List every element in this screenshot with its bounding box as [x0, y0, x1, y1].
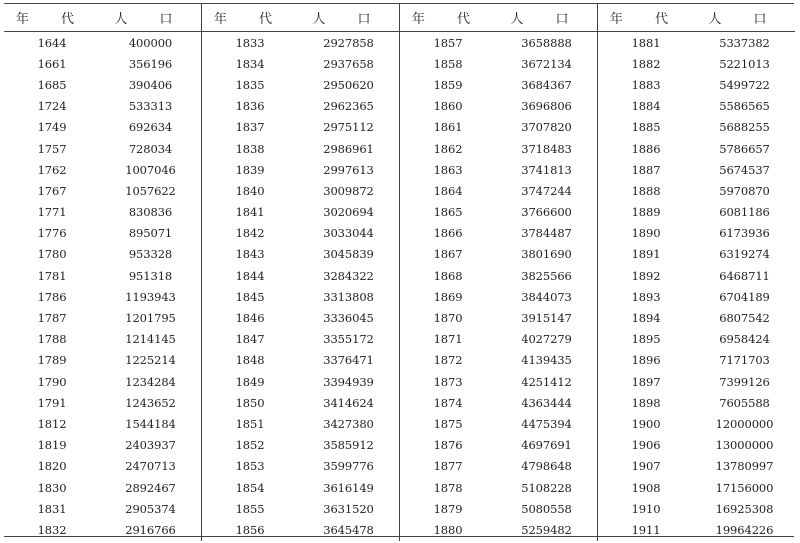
cell-year-3: 1865	[433, 205, 463, 220]
cell-year-1: 1661	[37, 56, 67, 71]
cell-population-4: 5688255	[719, 120, 770, 135]
header-population-1: 人 口	[100, 4, 202, 32]
cell-year-3: 1861	[433, 120, 463, 135]
table-row	[4, 519, 795, 540]
cell-population-1: 951318	[100, 265, 202, 286]
cell-population-3: 3766600	[496, 202, 598, 223]
cell-year-3: 1871	[433, 332, 463, 347]
cell-year-3: 1868	[433, 268, 463, 283]
header-year-1: 年 代	[4, 4, 100, 32]
cell-population-2: 2937658	[298, 53, 400, 74]
cell-year-2: 1843	[235, 247, 265, 262]
cell-population-2: 3427380	[298, 413, 400, 434]
table-row	[4, 117, 795, 138]
cell-year-2: 1834	[235, 56, 265, 71]
cell-year-3: 1869	[433, 289, 463, 304]
cell-population-1: 2916766	[100, 519, 202, 540]
cell-year-1: 1820	[37, 459, 67, 474]
cell-population-2: 3414624	[298, 392, 400, 413]
cell-population-2: 3599776	[298, 456, 400, 477]
cell-year-2: 1853	[235, 459, 265, 474]
cell-population-4: 17156000	[715, 480, 774, 495]
cell-year-3: 1859	[433, 77, 463, 92]
cell-population-2: 3284322	[298, 265, 400, 286]
cell-population-1: 2403937	[100, 435, 202, 456]
cell-year-2: 1838	[235, 141, 265, 156]
cell-year-1: 1788	[37, 332, 67, 347]
cell-year-4: 1897	[631, 374, 661, 389]
table-bottom-rule	[4, 536, 794, 537]
cell-year-4: 1910	[631, 501, 661, 516]
cell-year-2: 1851	[235, 416, 265, 431]
cell-population-4: 7605588	[719, 395, 770, 410]
cell-population-3: 3658888	[496, 32, 598, 54]
cell-population-4: 5337382	[719, 35, 770, 50]
header-population-2: 人 口	[298, 4, 400, 32]
cell-population-3: 3707820	[496, 117, 598, 138]
cell-population-1: 533313	[100, 96, 202, 117]
cell-population-2: 3020694	[298, 202, 400, 223]
cell-population-4: 7171703	[719, 353, 770, 368]
cell-year-4: 1907	[631, 459, 661, 474]
cell-population-1: 2470713	[100, 456, 202, 477]
cell-year-2: 1841	[235, 205, 265, 220]
cell-population-1: 1057622	[100, 180, 202, 201]
cell-population-3: 3784487	[496, 223, 598, 244]
cell-population-3: 3672134	[496, 53, 598, 74]
cell-population-2: 3009872	[298, 180, 400, 201]
cell-year-3: 1873	[433, 374, 463, 389]
cell-year-1: 1780	[37, 247, 67, 262]
table-row	[4, 32, 795, 54]
cell-year-3: 1860	[433, 99, 463, 114]
cell-year-3: 1864	[433, 183, 463, 198]
cell-population-2: 3645478	[298, 519, 400, 540]
table-row	[4, 371, 795, 392]
cell-population-3: 5259482	[496, 519, 598, 540]
table-body	[4, 32, 795, 541]
cell-population-4: 6958424	[719, 332, 770, 347]
cell-year-3: 1878	[433, 480, 463, 495]
cell-population-3: 3801690	[496, 244, 598, 265]
cell-population-4: 5970870	[719, 183, 770, 198]
cell-year-4: 1894	[631, 311, 661, 326]
cell-population-1: 1201795	[100, 307, 202, 328]
cell-year-3: 1880	[433, 522, 463, 537]
cell-population-1: 728034	[100, 138, 202, 159]
cell-population-4: 6173936	[719, 226, 770, 241]
cell-year-4: 1889	[631, 205, 661, 220]
cell-population-3: 3684367	[496, 74, 598, 95]
cell-population-3: 3741813	[496, 159, 598, 180]
cell-population-4: 6081186	[719, 205, 770, 220]
table-row	[4, 96, 795, 117]
cell-year-4: 1895	[631, 332, 661, 347]
cell-year-2: 1849	[235, 374, 265, 389]
cell-population-4: 5586565	[719, 99, 770, 114]
cell-year-3: 1875	[433, 416, 463, 431]
cell-year-1: 1762	[37, 162, 67, 177]
cell-year-2: 1852	[235, 438, 265, 453]
cell-population-3: 4475394	[496, 413, 598, 434]
cell-year-3: 1857	[433, 35, 463, 50]
table-row	[4, 413, 795, 434]
cell-population-4: 5674537	[719, 162, 770, 177]
cell-population-4: 13780997	[715, 459, 774, 474]
cell-population-4: 6807542	[719, 311, 770, 326]
cell-year-4: 1892	[631, 268, 661, 283]
table-row	[4, 286, 795, 307]
cell-year-1: 1644	[37, 35, 67, 50]
cell-population-1: 390406	[100, 74, 202, 95]
cell-year-2: 1839	[235, 162, 265, 177]
cell-population-4: 7399126	[719, 374, 770, 389]
cell-population-1: 2892467	[100, 477, 202, 498]
table-row	[4, 350, 795, 371]
cell-population-4: 6319274	[719, 247, 770, 262]
cell-population-4: 16925308	[715, 501, 774, 516]
header-year-2: 年 代	[202, 4, 299, 32]
cell-population-3: 4139435	[496, 350, 598, 371]
table-row	[4, 74, 795, 95]
cell-population-2: 2986961	[298, 138, 400, 159]
header-population-4: 人 口	[694, 4, 795, 32]
cell-year-1: 1757	[37, 141, 67, 156]
cell-population-2: 2975112	[298, 117, 400, 138]
cell-year-4: 1906	[631, 438, 661, 453]
cell-year-1: 1787	[37, 311, 67, 326]
table-row	[4, 435, 795, 456]
cell-population-3: 5080558	[496, 498, 598, 519]
cell-year-2: 1856	[235, 522, 265, 537]
table-row	[4, 265, 795, 286]
cell-population-2: 3394939	[298, 371, 400, 392]
cell-year-1: 1749	[37, 120, 67, 135]
cell-year-3: 1872	[433, 353, 463, 368]
cell-population-2: 2927858	[298, 32, 400, 54]
cell-year-4: 1898	[631, 395, 661, 410]
cell-year-4: 1900	[631, 416, 661, 431]
cell-population-3: 3825566	[496, 265, 598, 286]
cell-year-1: 1776	[37, 226, 67, 241]
cell-population-3: 4251412	[496, 371, 598, 392]
cell-year-4: 1885	[631, 120, 661, 135]
cell-year-1: 1819	[37, 438, 67, 453]
cell-year-1: 1724	[37, 99, 67, 114]
cell-year-4: 1890	[631, 226, 661, 241]
cell-population-1: 895071	[100, 223, 202, 244]
cell-year-4: 1881	[631, 35, 661, 50]
cell-year-1: 1781	[37, 268, 67, 283]
cell-year-1: 1791	[37, 395, 67, 410]
table-row	[4, 244, 795, 265]
cell-population-3: 4027279	[496, 329, 598, 350]
cell-year-1: 1685	[37, 77, 67, 92]
cell-year-4: 1883	[631, 77, 661, 92]
cell-year-3: 1863	[433, 162, 463, 177]
cell-year-2: 1854	[235, 480, 265, 495]
cell-year-1: 1830	[37, 480, 67, 495]
cell-year-2: 1840	[235, 183, 265, 198]
cell-population-1: 1007046	[100, 159, 202, 180]
table-row	[4, 159, 795, 180]
cell-population-3: 3747244	[496, 180, 598, 201]
cell-year-2: 1845	[235, 289, 265, 304]
cell-year-3: 1870	[433, 311, 463, 326]
cell-year-4: 1908	[631, 480, 661, 495]
cell-year-3: 1862	[433, 141, 463, 156]
cell-population-3: 3718483	[496, 138, 598, 159]
cell-year-3: 1876	[433, 438, 463, 453]
table-row	[4, 477, 795, 498]
table-row	[4, 392, 795, 413]
cell-year-3: 1879	[433, 501, 463, 516]
cell-population-4: 12000000	[715, 416, 774, 431]
cell-population-3: 4363444	[496, 392, 598, 413]
cell-year-4: 1893	[631, 289, 661, 304]
cell-population-1: 1544184	[100, 413, 202, 434]
population-table-container	[4, 4, 794, 536]
cell-population-2: 3033044	[298, 223, 400, 244]
cell-population-2: 2950620	[298, 74, 400, 95]
cell-population-2: 3355172	[298, 329, 400, 350]
cell-year-4: 1911	[631, 522, 661, 537]
cell-population-3: 4798648	[496, 456, 598, 477]
cell-population-2: 3585912	[298, 435, 400, 456]
cell-year-1: 1832	[37, 522, 67, 537]
cell-year-2: 1837	[235, 120, 265, 135]
cell-population-2: 3045839	[298, 244, 400, 265]
cell-year-1: 1790	[37, 374, 67, 389]
cell-year-4: 1891	[631, 247, 661, 262]
cell-population-3: 3915147	[496, 307, 598, 328]
header-year-3: 年 代	[400, 4, 497, 32]
cell-population-3: 4697691	[496, 435, 598, 456]
cell-population-1: 356196	[100, 53, 202, 74]
table-row	[4, 53, 795, 74]
cell-year-4: 1884	[631, 99, 661, 114]
cell-population-2: 2997613	[298, 159, 400, 180]
cell-population-4: 6704189	[719, 289, 770, 304]
cell-population-4: 6468711	[719, 268, 770, 283]
cell-year-2: 1833	[235, 35, 265, 50]
cell-population-1: 1234284	[100, 371, 202, 392]
cell-year-3: 1858	[433, 56, 463, 71]
table-row	[4, 329, 795, 350]
cell-year-2: 1842	[235, 226, 265, 241]
cell-year-3: 1877	[433, 459, 463, 474]
cell-population-2: 3616149	[298, 477, 400, 498]
cell-year-1: 1767	[37, 183, 67, 198]
cell-year-3: 1874	[433, 395, 463, 410]
cell-year-2: 1846	[235, 311, 265, 326]
table-row	[4, 180, 795, 201]
header-year-4: 年 代	[598, 4, 695, 32]
cell-year-1: 1789	[37, 353, 67, 368]
cell-population-4: 19964226	[715, 522, 774, 537]
cell-year-4: 1882	[631, 56, 661, 71]
cell-year-2: 1847	[235, 332, 265, 347]
cell-year-1: 1771	[37, 205, 67, 220]
cell-year-2: 1848	[235, 353, 265, 368]
cell-population-1: 692634	[100, 117, 202, 138]
cell-population-4: 5221013	[719, 56, 770, 71]
cell-population-3: 5108228	[496, 477, 598, 498]
cell-population-4: 5499722	[719, 77, 770, 92]
table-row	[4, 498, 795, 519]
cell-year-3: 1867	[433, 247, 463, 262]
cell-year-2: 1835	[235, 77, 265, 92]
cell-population-4: 5786657	[719, 141, 770, 156]
cell-population-2: 3336045	[298, 307, 400, 328]
cell-population-1: 1193943	[100, 286, 202, 307]
cell-population-2: 3313808	[298, 286, 400, 307]
cell-population-1: 1214145	[100, 329, 202, 350]
cell-population-1: 1243652	[100, 392, 202, 413]
cell-population-1: 1225214	[100, 350, 202, 371]
cell-year-1: 1831	[37, 501, 67, 516]
table-row	[4, 456, 795, 477]
cell-population-2: 3631520	[298, 498, 400, 519]
cell-year-1: 1812	[37, 416, 67, 431]
cell-year-4: 1896	[631, 353, 661, 368]
table-row	[4, 138, 795, 159]
cell-population-4: 13000000	[715, 438, 774, 453]
cell-year-4: 1888	[631, 183, 661, 198]
cell-year-3: 1866	[433, 226, 463, 241]
cell-year-2: 1844	[235, 268, 265, 283]
cell-population-2: 3376471	[298, 350, 400, 371]
table-row	[4, 202, 795, 223]
cell-year-2: 1836	[235, 99, 265, 114]
table-row	[4, 223, 795, 244]
table-row	[4, 307, 795, 328]
cell-population-2: 2962365	[298, 96, 400, 117]
header-population-3: 人 口	[496, 4, 598, 32]
cell-year-2: 1850	[235, 395, 265, 410]
cell-population-1: 953328	[100, 244, 202, 265]
cell-population-3: 3844073	[496, 286, 598, 307]
cell-year-4: 1887	[631, 162, 661, 177]
cell-population-1: 830836	[100, 202, 202, 223]
cell-year-4: 1886	[631, 141, 661, 156]
cell-population-1: 400000	[100, 32, 202, 54]
population-table	[4, 4, 795, 541]
table-header	[4, 4, 795, 32]
cell-population-3: 3696806	[496, 96, 598, 117]
cell-population-1: 2905374	[100, 498, 202, 519]
cell-year-1: 1786	[37, 289, 67, 304]
cell-year-2: 1855	[235, 501, 265, 516]
header-row	[4, 4, 795, 32]
